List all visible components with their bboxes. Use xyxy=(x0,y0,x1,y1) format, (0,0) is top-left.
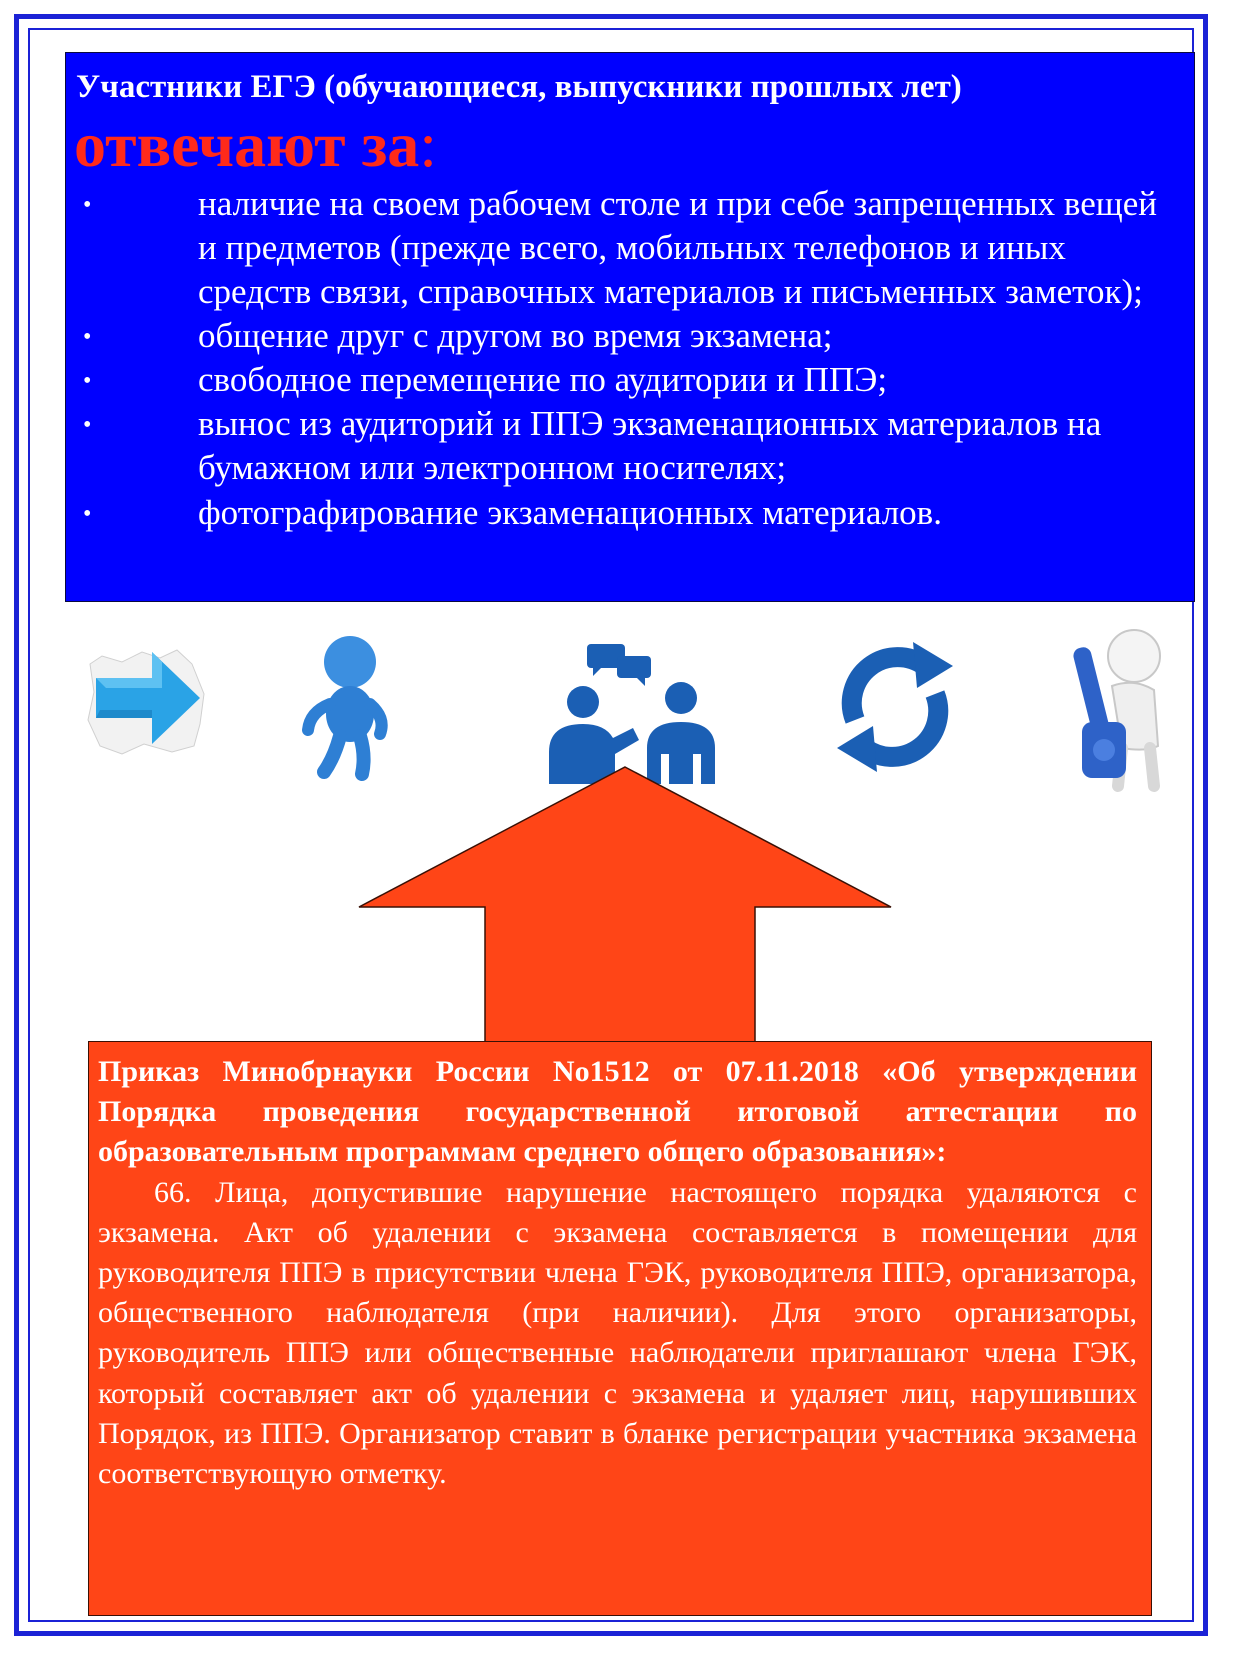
list-item xyxy=(76,491,1184,535)
list-item xyxy=(76,358,1184,402)
responsibility-list xyxy=(76,182,1184,535)
phone-person-icon xyxy=(1062,626,1182,796)
list-item xyxy=(76,314,1184,358)
bullet-icon: • xyxy=(83,368,92,395)
bullet-icon: • xyxy=(83,412,92,439)
torn-paper-arrow-icon xyxy=(82,634,212,764)
list-item-text: свободное перемещение по аудитории и ППЭ; xyxy=(198,360,888,400)
list-item-text: вынос из аудиторий и ППЭ экзаменационных материалов на бумажном или электронном носителях; xyxy=(198,404,1102,488)
list-item xyxy=(76,182,1184,314)
panel-title: Участники ЕГЭ (обучающиеся, выпускники прошлых лет) xyxy=(76,69,962,105)
order-paragraph-text: 66. Лица, допустившие нарушение настоящего порядка удаляются с экзамена. Акт об удалении с экзамена составляется в помещении для руководителя ППЭ в присутствии члена ГЭК, руководителя ППЭ, организатора, общественного наблюдателя (при наличии). Для этого организаторы, руководитель ППЭ или общественные наблюдатели приглашают члена ГЭК, который составляет акт об удалении с экзамена и удаляет лиц, нарушивших Порядок, из ППЭ. Организатор ставит в бланке регистрации участника экзамена соответствующую отметку. xyxy=(98,1175,1137,1490)
list-item xyxy=(76,402,1184,490)
panel-heading-text: отвечают за xyxy=(74,109,420,181)
list-item-text: общение друг с другом во время экзамена; xyxy=(198,316,833,356)
running-person-icon xyxy=(300,634,400,784)
list-item-text: наличие на своем рабочем столе и при себе запрещенных вещей и предметов (прежде всего, мобильных телефонов и иных средств связи, справочных материалов и письменных заметок); xyxy=(198,183,1157,312)
bullet-icon: • xyxy=(83,500,92,527)
order-paragraph xyxy=(98,1173,1137,1495)
panel-heading xyxy=(74,108,1184,182)
order-title: Приказ Минобрнауки России No1512 от 07.11.2018 «Об утверждении Порядка проведения государственной итоговой аттестации по образовательным программам среднего общего образования»: xyxy=(98,1055,1137,1169)
refresh-cycle-icon xyxy=(825,630,965,780)
order-panel xyxy=(88,1041,1152,1616)
bullet-icon: • xyxy=(83,191,92,218)
responsibility-panel xyxy=(65,52,1195,602)
up-arrow-shape xyxy=(355,765,895,1045)
bullet-icon: • xyxy=(83,324,92,351)
panel-heading-colon: : xyxy=(419,109,438,181)
list-item-text: фотографирование экзаменационных материалов. xyxy=(198,492,942,532)
